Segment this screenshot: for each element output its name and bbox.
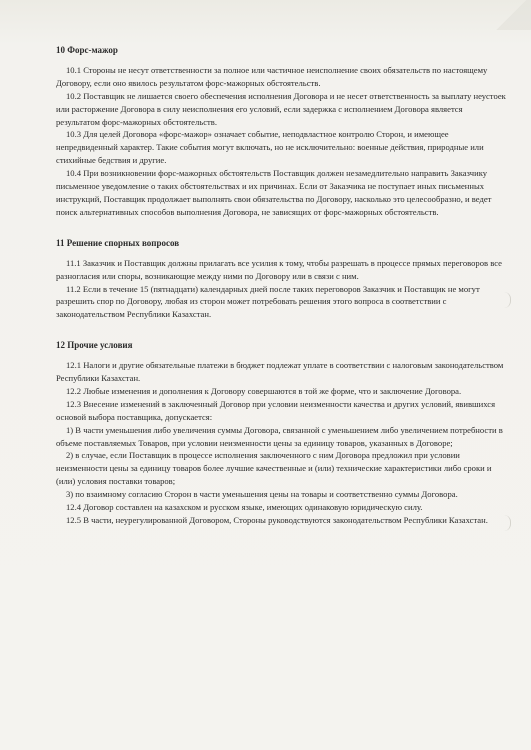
section-force-majeure [56, 44, 506, 219]
paragraph: 10.4 При возникновении форс-мажорных обстоятельств Поставщик должен незамедлительно направить Заказчику письменное уведомление о таких обстоятельствах и их причинах. Если от Заказчика не поступает иных письменных инструкций, Поставщик продолжает выполнять свои обязательства по Договору, насколько это целесообразно, и ведет поиск альтернативных способов выполнения Договора, не зависящих от форс-мажорных обстоятельств. [56, 168, 492, 217]
paragraph: 12.5 В части, неурегулированной Договором, Стороны руководствуются законодательством Республики Казахстан. [66, 515, 488, 525]
section-other-terms [56, 339, 506, 527]
paragraph: 12.1 Налоги и другие обязательные платежи в бюджет подлежат уплате в соответствии с налоговым законодательством Республики Казахстан. [56, 360, 504, 384]
section-dispute-resolution [56, 237, 506, 321]
paragraph: 2) в случае, если Поставщик в процессе исполнения заключенного с ним Договора предложил при условии неизменности цены за единицу товаров более лучшие качественные и (или) технические характеристики либо сроки и (или) условия поставки товаров; [56, 450, 492, 487]
paragraph: 10.1 Стороны не несут ответственности за полное или частичное неисполнение своих обязательств по настоящему Договору, если оно явилось результатом форс-мажорных обстоятельств. [56, 64, 488, 88]
section-heading: 10 Форс-мажор [56, 45, 118, 55]
paragraph: 12.3 Внесение изменений в заключенный Договор при условии неизменности качества и других условий, явившихся основой выбора поставщика, допускается: [56, 398, 496, 422]
paragraph: 11.2 Если в течение 15 (пятнадцати) календарных дней после таких переговоров Заказчик и Поставщик не могут разрешить спор по Договору, любая из сторон может потребовать решения этого вопроса в соответствии с законодательством Республики Казахстан. [56, 283, 480, 320]
paragraph: 3) по взаимному согласию Сторон в части уменьшения цены на товары и соответственно суммы Договора. [66, 489, 458, 500]
paragraph: 10.3 Для целей Договора «форс-мажор» означает событие, неподвластное контролю Сторон, и имеющее непредвиденный характер. Такие события могут включать, но не исключительно: военные действия, природные или стихийные бедствия и другие. [56, 129, 484, 166]
paragraph: 11.1 Заказчик и Поставщик должны прилагать все усилия к тому, чтобы разрешать в процессе прямых переговоров все разногласия или споры, возникающие между ними по Договору или в связи с ним. [56, 257, 502, 281]
section-heading: 12 Прочие условия [56, 340, 133, 351]
section-heading: 11 Решение спорных вопросов [56, 237, 180, 248]
paragraph: 12.4 Договор составлен на казахском и русском языке, имеющих одинаковую юридическую силу. [66, 502, 423, 513]
paragraph: 10.2 Поставщик не лишается своего обеспечения исполнения Договора и не несет ответственность за выплату неустоек или расторжение Договора в силу неисполнения его условий, если задержка с исполнением Договора является результатом форс-мажорных обстоятельств. [56, 90, 506, 127]
document-body [56, 44, 506, 527]
paragraph: 12.2 Любые изменения и дополнения к Договору совершаются в той же форме, что и заключение Договора. [66, 385, 462, 396]
paragraph: 1) В части уменьшения либо увеличения суммы Договора, связанной с уменьшением либо увеличением потребности в объеме поставляемых Товаров, при условии неизменности цены за единицу товаров, указанных в Договоре; [56, 424, 503, 448]
page-corner-shadow [491, 0, 531, 30]
